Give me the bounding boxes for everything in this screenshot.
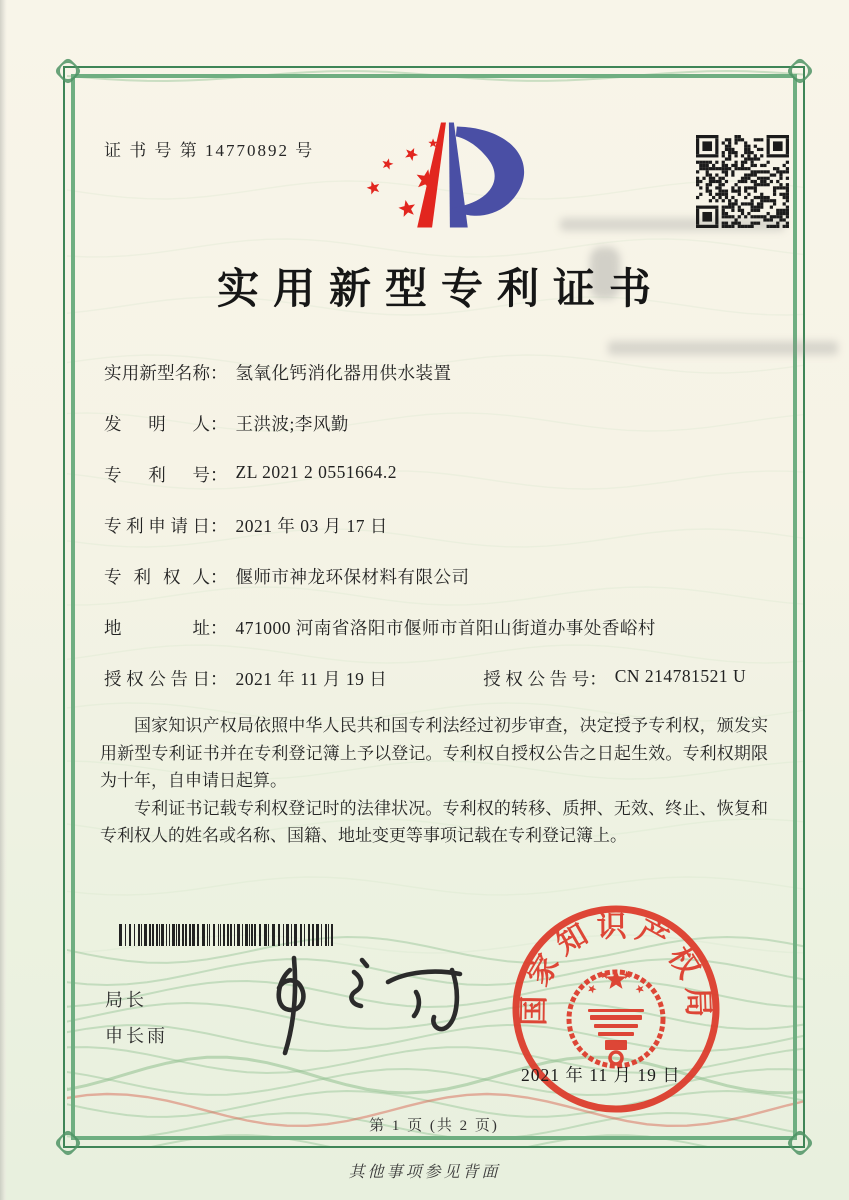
legal-paragraph: 专利证书记载专利权登记时的法律状况。专利权的转移、质押、无效、终止、恢复和专利权人的姓名或名称、国籍、地址变更等事项记载在专利登记簿上。: [100, 798, 768, 845]
cnipa-logo-icon: [330, 116, 548, 238]
certificate-title: 实用新型专利证书: [216, 267, 665, 313]
corner-ornament-icon: [783, 54, 817, 88]
inventors-value: 王洪波;李风勤: [235, 414, 349, 434]
legal-paragraph: 国家知识产权局依照中华人民共和国专利法经过初步审查，决定授予专利权，颁发实用新型专利证书并在专利登记簿上予以登记。专利权自授权公告之日起生效。专利权期限为十年，自申请日起算。: [100, 716, 768, 790]
field-label: 发 明 人: [104, 414, 210, 434]
field-label: 专 利 权 人: [104, 567, 210, 587]
field-label: 授 权 公 告 日: [104, 669, 210, 689]
field-row: 专 利 号 ： ZL 2021 2 0551664.2: [104, 462, 397, 485]
signer-name: 申长雨: [105, 1026, 168, 1046]
patentee-value: 偃师市神龙环保材料有限公司: [235, 567, 470, 587]
back-note: 其他事项参见背面: [348, 1164, 501, 1181]
field-label: 专 利 号: [104, 465, 210, 485]
page-number: 第 1 页 (共 2 页): [369, 1118, 499, 1134]
svg-text:国家知识产权局: 国家知识产权局: [517, 910, 715, 1027]
legal-text: [100, 712, 768, 850]
field-label: 地 址: [104, 618, 210, 638]
scan-edge-shadow: [0, 0, 7, 1200]
field-row: 专 利 申 请 日 ： 2021 年 03 月 17 日: [104, 513, 772, 564]
field-row: 授 权 公 告 日 ： 2021 年 11 月 19 日 授 权 公 告 号 ： CN 214781521 U: [104, 666, 747, 689]
grant-date-value: 2021 年 11 月 19 日: [235, 669, 388, 689]
qr-code: [696, 135, 789, 228]
corner-ornament-icon: [51, 54, 85, 88]
patent-number-value: ZL 2021 2 0551664.2: [235, 462, 397, 482]
seal-date: 2021 年 11 月 19 日: [521, 1065, 681, 1085]
signer-title: 局长: [105, 990, 147, 1010]
filing-date-value: 2021 年 03 月 17 日: [235, 516, 388, 536]
field-label: 专 利 申 请 日: [104, 516, 210, 536]
field-row: 实 用 新 型 名 称 ： 氢氧化钙消化器用供水装置: [104, 360, 772, 411]
field-row: 地 址 ： 471000 河南省洛阳市偃师市首阳山街道办事处香峪村: [104, 615, 772, 666]
grant-number-value: CN 214781521 U: [614, 666, 747, 686]
bleedthrough-smudge: [608, 341, 838, 355]
patent-name-value: 氢氧化钙消化器用供水装置: [235, 363, 452, 383]
national-emblem-icon: [569, 972, 663, 1066]
barcode: [119, 924, 339, 946]
field-list: [104, 360, 772, 717]
field-row: 专 利 权 人 ： 偃师市神龙环保材料有限公司: [104, 564, 772, 615]
field-row: 发 明 人 ： 王洪波;李风勤: [104, 411, 772, 462]
field-label: 实 用 新 型 名 称: [104, 363, 210, 383]
field-label: 授 权 公 告 号: [483, 669, 590, 689]
handwritten-signature: [238, 948, 478, 1063]
address-value: 471000 河南省洛阳市偃师市首阳山街道办事处香峪村: [235, 618, 656, 638]
certificate-number: 证 书 号 第 14770892 号: [104, 141, 315, 160]
